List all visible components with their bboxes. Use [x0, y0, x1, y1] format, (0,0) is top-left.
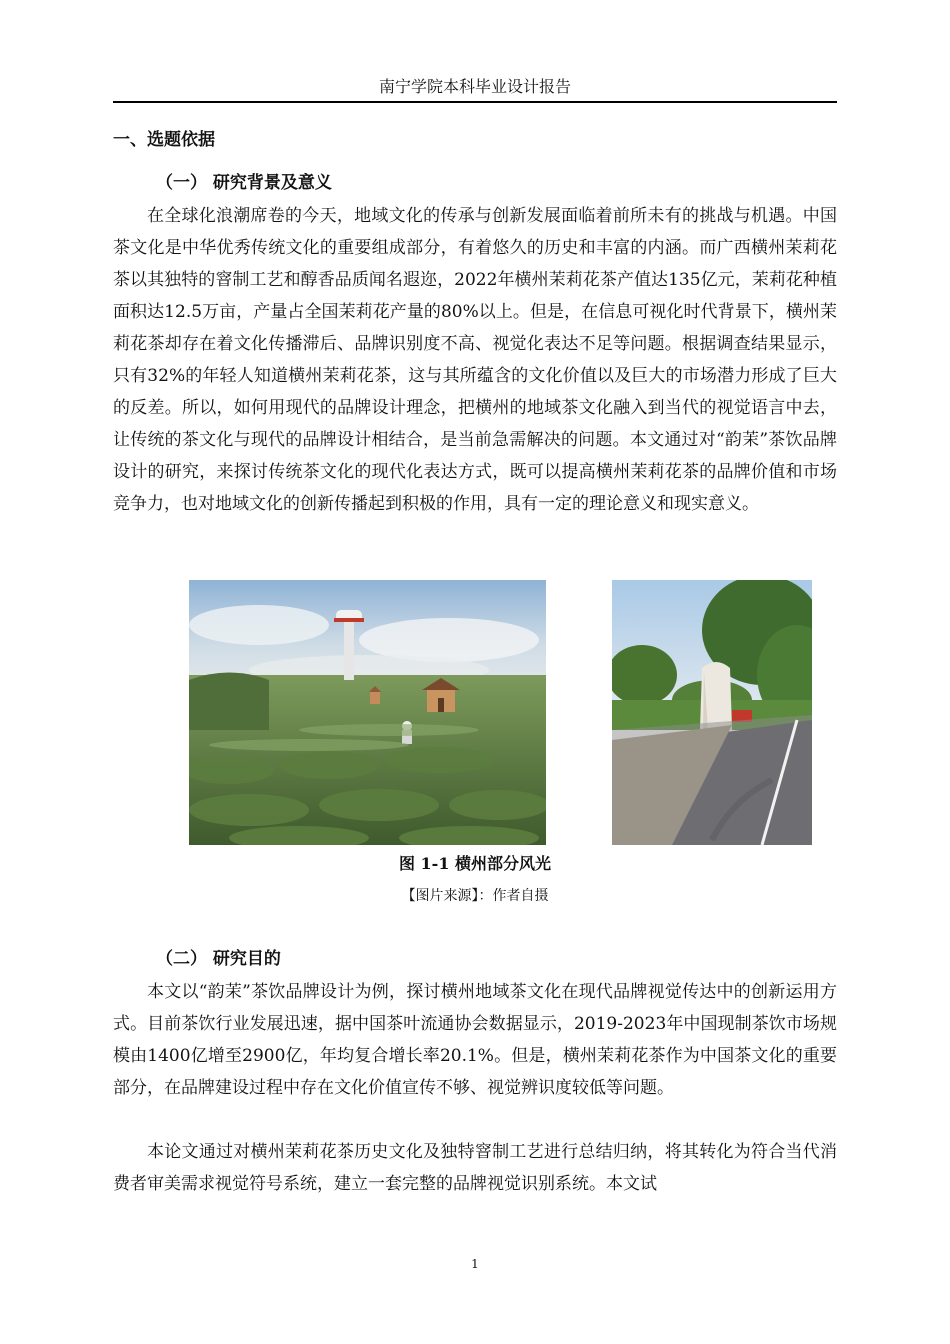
paragraph-background: 在全球化浪潮席卷的今天，地域文化的传承与创新发展面临着前所未有的挑战与机遇。中国茶文化是中华优秀传统文化的重要组成部分，有着悠久的历史和丰富的内涵。而广西横州茉莉花茶以其独特的窨制工艺和醇香品质闻名遐迩，2022年横州茉莉花茶产值达135亿元，茉莉花种植面积达12.5万亩，产量占全国茉莉花产量的80%以上。但是，在信息可视化时代背景下，横州茉莉花茶却存在着文化传播滞后、品牌识别度不高、视觉化表达不足等问题。根据调查结果显示，只有32%的年轻人知道横州茉莉花茶，这与其所蕴含的文化价值以及巨大的市场潜力形成了巨大的反差。所以，如何用现代的品牌设计理念，把横州的地域茶文化融入到当代的视觉语言中去，让传统的茶文化与现代的品牌设计相结合，是当前急需解决的问题。本文通过对“韵茉”茶饮品牌设计的研究，来探讨传统茶文化的现代化表达方式，既可以提高横州茉莉花茶的品牌价值和市场竞争力，也对地域文化的创新传播起到积极的作用，具有一定的理论意义和现实意义。 [113, 206, 837, 514]
figure-caption: 图 1-1 横州部分风光 [398, 854, 552, 873]
page-number: 1 [471, 1257, 479, 1271]
page-header: 南宁学院本科毕业设计报告 [113, 74, 837, 103]
subsection-heading-purpose: （二） 研究目的 [156, 949, 281, 969]
subsection-heading-background: （一） 研究背景及意义 [156, 173, 332, 193]
paragraph-purpose-2: 本论文通过对横州茉莉花茶历史文化及独特窨制工艺进行总结归纳，将其转化为符合当代消费者审美需求视觉符号系统，建立一套完整的品牌视觉识别系统。本文试 [113, 1142, 837, 1194]
photo-tea-plantation [189, 580, 546, 845]
photo-roadside-stone-monument [612, 580, 812, 845]
figure-source: 【图片来源】：作者自摄 [401, 888, 549, 904]
section-heading: 一、选题依据 [113, 130, 215, 150]
paragraph-purpose-1: 本文以“韵茉”茶饮品牌设计为例，探讨横州地域茶文化在现代品牌视觉传达中的创新运用方式。目前茶饮行业发展迅速，据中国茶叶流通协会数据显示，2019-2023年中国现制茶饮市场规模由1400亿增至2900亿，年均复合增长率20.1%。但是，横州茉莉花茶作为中国茶文化的重要部分，在品牌建设过程中存在文化价值宣传不够、视觉辨识度较低等问题。 [113, 982, 837, 1098]
